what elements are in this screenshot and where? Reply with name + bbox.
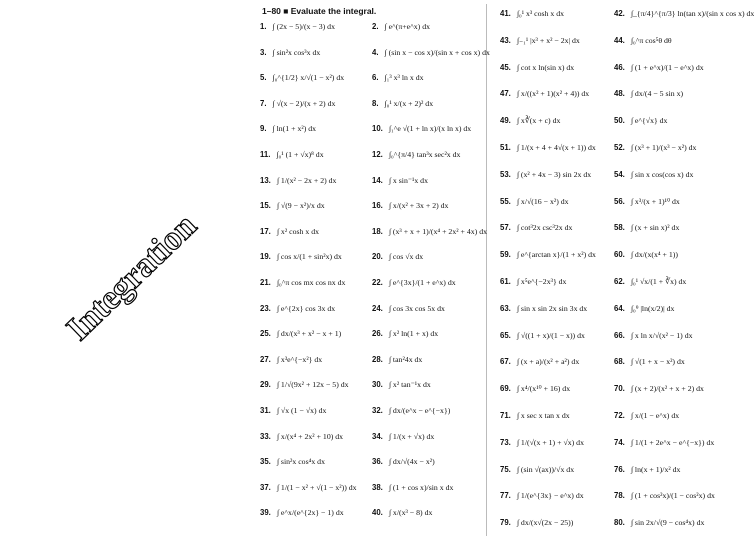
problem-number: 19. [260, 252, 271, 262]
problem-integral: ∫ x/√(16 − x²) dx [516, 196, 569, 206]
problem-integral: ∫₀⁹ |ln(x/2)| dx [630, 303, 675, 313]
problem-integral: ∫ x³e^{−x²} dx [276, 354, 323, 364]
problem-item [500, 304, 587, 313]
problem-number: 38. [372, 482, 383, 492]
problem-number: 48. [614, 89, 625, 99]
problem-integral: ∫ cot³2x csc³2x dx [516, 223, 573, 233]
problem-number: 20. [372, 252, 383, 262]
problem-item [260, 99, 335, 108]
problem-number: 23. [260, 303, 271, 313]
problem-item [500, 357, 579, 366]
problem-integral: ∫ 1/(e^{3x} − e^x) dx [516, 491, 584, 501]
problem-number: 14. [372, 175, 383, 185]
problem-item [372, 73, 424, 82]
problem-number: 26. [372, 329, 383, 339]
problem-integral: ∫ √(9 − x²)/x dx [276, 201, 325, 211]
problem-integral: ∫ x² tan⁻¹x dx [388, 380, 431, 390]
problem-number: 15. [260, 201, 271, 211]
problem-item [372, 227, 487, 236]
problem-number: 29. [260, 380, 271, 390]
problem-integral: ∫ 1/(x + 4 + 4√(x + 1)) dx [516, 143, 596, 152]
problem-number: 73. [500, 437, 511, 447]
problem-number: 41. [500, 9, 511, 18]
problem-item [614, 250, 678, 259]
problem-integral: ∫ x/(x⁴ + 2x² + 10) dx [276, 431, 344, 441]
problem-number: 5. [260, 73, 267, 83]
problem-item [500, 411, 570, 420]
problem-item [260, 227, 319, 236]
problem-item [260, 48, 320, 57]
problem-integral: ∫ dx/(x(x⁴ + 1)) [630, 250, 678, 260]
problem-item [372, 99, 433, 108]
problem-item [614, 304, 674, 313]
problem-item [372, 176, 428, 185]
problem-item [500, 143, 596, 152]
problem-item [500, 384, 570, 393]
problem-number: 4. [372, 47, 379, 57]
problem-integral: ∫ sin x sin 2x sin 3x dx [516, 303, 588, 313]
problem-item [614, 170, 693, 179]
problem-integral: ∫ (x³ + x + 1)/(x⁴ + 2x² + 4x) dx [388, 226, 487, 236]
problem-integral: ∫ √((1 + x)/(1 − x)) dx [516, 330, 585, 340]
title-text: Integration [59, 206, 204, 348]
problem-item [500, 250, 596, 259]
problem-integral: ∫ 1/(√(x + 1) + √x) dx [516, 437, 584, 447]
problem-number: 3. [260, 47, 267, 57]
problem-integral: ∫ (1 + e^x)/(1 − e^x) dx [630, 62, 704, 72]
problem-integral: ∫₀¹ (1 + √x)⁸ dx [276, 150, 324, 159]
problem-item [260, 457, 325, 466]
problem-integral: ∫ sin x cos(cos x) dx [630, 169, 694, 179]
problem-item [372, 252, 423, 261]
problem-number: 58. [614, 223, 625, 233]
problem-number: 50. [614, 116, 625, 126]
problem-integral: ∫ x² ln(1 + x) dx [388, 329, 439, 339]
problem-integral: ∫ cos 3x cos 5x dx [388, 303, 445, 313]
problem-item [372, 22, 430, 31]
problem-integral: ∫ √(x − 2)/(x + 2) dx [272, 98, 336, 108]
problem-item [260, 278, 345, 287]
problem-item [260, 329, 341, 338]
problem-item [260, 380, 349, 389]
problem-integral: ∫₁³ x³ ln x dx [384, 73, 424, 83]
problem-number: 56. [614, 196, 625, 206]
problem-integral: ∫ dx/(e^x − e^{−x}) [388, 406, 451, 415]
problem-number: 35. [260, 457, 271, 467]
problem-item [260, 150, 324, 159]
problem-item [500, 89, 589, 98]
problem-item [614, 197, 680, 206]
problem-item [372, 304, 445, 313]
problem-integral: ∫₀¹ x³ cosh x dx [516, 9, 565, 18]
problem-integral: ∫ x/((x² + 1)(x² + 4)) dx [516, 89, 590, 99]
problem-integral: ∫ tan²4x dx [388, 354, 423, 364]
problem-integral: ∫ sin²x cos⁴x dx [276, 457, 325, 467]
problem-integral: ∫ cos x/(1 + sin²x) dx [276, 252, 342, 262]
problem-item [500, 518, 573, 527]
problem-number: 67. [500, 357, 511, 367]
problem-integral: ∫ dx/(x³ + x² − x + 1) [276, 329, 342, 339]
problem-number: 37. [260, 482, 271, 492]
problem-number: 39. [260, 508, 271, 518]
problem-item [260, 406, 326, 415]
problem-item [614, 438, 714, 447]
problem-integral: ∫ 1/(x + √x) dx [388, 431, 435, 441]
problem-item [614, 116, 667, 125]
problem-integral: ∫ (sin x − cos x)/(sin x + cos x) dx [384, 47, 490, 57]
problem-item [372, 278, 456, 287]
problem-item [614, 491, 715, 500]
problem-integral: ∫₀^π cos⁵θ dθ [630, 35, 672, 45]
problem-integral: ∫₀¹ x/(x + 2)² dx [384, 98, 434, 108]
problem-number: 72. [614, 411, 625, 420]
problem-integral: ∫ ln(1 + x²) dx [272, 124, 317, 134]
problem-item [260, 355, 322, 364]
problem-number: 49. [500, 116, 511, 126]
problem-integral: ∫ e^(π+e^x) dx [384, 22, 431, 31]
problem-item [614, 357, 685, 366]
problem-integral: ∫ x⁵e^{−2x³} dx [516, 277, 567, 286]
problem-integral: ∫ e^{2x} cos 3x dx [276, 303, 336, 313]
problem-item [260, 508, 344, 517]
problem-item [614, 465, 680, 474]
problem-item [260, 252, 342, 261]
problem-number: 45. [500, 62, 511, 72]
problem-number: 30. [372, 380, 383, 390]
problem-integral: ∫ √(1 + x − x²) dx [630, 357, 685, 367]
problem-number: 32. [372, 406, 383, 415]
problem-integral: ∫ e^{arctan x}/(1 + x²) dx [516, 250, 596, 260]
problem-item [260, 73, 344, 82]
problem-integral: ∫ 1/√(9x² + 12x − 5) dx [276, 380, 349, 390]
problem-number: 42. [614, 9, 625, 18]
problem-item [260, 304, 335, 313]
problem-item [614, 331, 693, 340]
problem-number: 79. [500, 518, 511, 528]
problem-integral: ∫ (1 + cos²x)/(1 − cos²x) dx [630, 491, 715, 501]
problem-number: 70. [614, 384, 625, 394]
problem-integral: ∫ e^{3x}/(1 + e^x) dx [388, 278, 456, 287]
problem-item [372, 48, 490, 57]
problem-number: 57. [500, 223, 511, 233]
problem-number: 68. [614, 357, 625, 367]
problem-item [500, 170, 591, 179]
problem-number: 52. [614, 143, 625, 152]
problem-number: 22. [372, 278, 383, 287]
problem-item [614, 411, 679, 420]
problem-integral: ∫₋₁¹ |x³ + x² − 2x| dx [516, 35, 580, 45]
problem-number: 61. [500, 277, 511, 286]
exercise-header: 1–80 ■ Evaluate the integral. [262, 6, 377, 16]
problem-item [500, 36, 580, 45]
problem-integral: ∫ x∛(x + c) dx [516, 116, 561, 126]
problem-number: 64. [614, 303, 625, 313]
problem-integral: ∫ x³/(x + 1)¹⁰ dx [630, 196, 680, 206]
problem-number: 76. [614, 464, 625, 474]
problem-integral: ∫ (x² + 4x − 3) sin 2x dx [516, 169, 592, 179]
problem-number: 80. [614, 518, 625, 528]
problem-integral: ∫ x/(x³ − 8) dx [388, 508, 433, 518]
problem-integral: ∫ x sin⁻¹x dx [388, 175, 428, 185]
problem-number: 18. [372, 226, 383, 236]
problem-item [500, 277, 566, 286]
problem-number: 46. [614, 62, 625, 72]
column-divider [486, 4, 487, 536]
problem-number: 47. [500, 89, 511, 99]
problem-item [260, 432, 343, 441]
problem-integral: ∫ √x (1 − √x) dx [276, 406, 327, 415]
problem-item [614, 143, 696, 152]
problem-item [372, 457, 435, 466]
problem-integral: ∫ (1 + cos x)/sin x dx [388, 482, 454, 492]
problem-integral: ∫ dx/√(4x − x²) [388, 457, 435, 467]
problem-number: 55. [500, 196, 511, 206]
problem-item [500, 63, 574, 72]
problem-item [372, 124, 471, 133]
problem-integral: ∫ 1/(x² − 2x + 2) dx [276, 175, 337, 185]
problem-integral: ∫ (2x − 5)/(x − 3) dx [272, 22, 335, 31]
problem-item [372, 380, 431, 389]
problem-item [500, 223, 572, 232]
problem-number: 6. [372, 73, 379, 83]
problem-number: 24. [372, 303, 383, 313]
problem-number: 34. [372, 431, 383, 441]
problem-integral: ∫ (x + a)/(x² + a²) dx [516, 357, 580, 367]
problem-number: 28. [372, 354, 383, 364]
problem-item [372, 406, 450, 415]
problem-item [372, 508, 432, 517]
problem-number: 11. [260, 150, 271, 159]
problem-number: 25. [260, 329, 271, 339]
problem-integral: ∫₀^{π/4} tan³x sec²x dx [388, 150, 461, 159]
problem-number: 8. [372, 98, 379, 108]
problem-item [500, 465, 574, 474]
problem-number: 66. [614, 330, 625, 340]
problem-integral: ∫ (sin √(ax))/√x dx [516, 464, 575, 474]
problem-integral: ∫ sin²x cos³x dx [272, 47, 321, 57]
problem-item [500, 9, 564, 18]
problem-number: 31. [260, 406, 271, 415]
problem-integral: ∫ (x + sin x)² dx [630, 223, 680, 233]
problem-integral: ∫_{π/4}^{π/3} ln(tan x)/(sin x cos x) dx [630, 9, 754, 18]
problem-number: 77. [500, 491, 511, 501]
problem-integral: ∫ x ln x/√(x² − 1) dx [630, 330, 693, 340]
problem-integral: ∫₁^e √(1 + ln x)/(x ln x) dx [388, 124, 472, 134]
problem-item [260, 22, 335, 31]
problem-item [372, 355, 422, 364]
problem-integral: ∫ x⁴/(x¹⁰ + 16) dx [516, 384, 571, 394]
problem-number: 44. [614, 35, 625, 45]
problem-item [260, 483, 357, 492]
problem-number: 54. [614, 169, 625, 179]
problem-integral: ∫₀^π cos mx cos nx dx [276, 278, 346, 287]
problem-number: 63. [500, 303, 511, 313]
problem-item [614, 9, 754, 18]
problem-item [614, 518, 704, 527]
problem-number: 17. [260, 226, 271, 236]
problem-integral: ∫ (x³ + 1)/(x³ − x²) dx [630, 143, 697, 152]
problem-item [614, 223, 679, 232]
problem-number: 12. [372, 150, 383, 159]
problem-number: 16. [372, 201, 383, 211]
problem-item [614, 63, 704, 72]
problem-item [500, 438, 584, 447]
problem-integral: ∫ 1/(1 − x² + √(1 − x²)) dx [276, 482, 357, 492]
problem-item [614, 89, 683, 98]
problem-number: 69. [500, 384, 511, 394]
problem-integral: ∫ x/(1 − e^x) dx [630, 411, 680, 420]
problem-item [372, 201, 448, 210]
problem-item [260, 201, 325, 210]
problem-number: 9. [260, 124, 267, 134]
problem-number: 10. [372, 124, 383, 134]
problem-number: 60. [614, 250, 625, 260]
problem-integral: ∫ e^x/(e^{2x} − 1) dx [276, 508, 344, 518]
problem-integral: ∫ dx/(4 − 5 sin x) [630, 89, 684, 99]
problem-number: 21. [260, 278, 271, 287]
problem-integral: ∫ cot x ln(sin x) dx [516, 62, 575, 72]
problem-number: 65. [500, 330, 511, 340]
problem-item [500, 331, 585, 340]
problem-integral: ∫ e^{√x} dx [630, 116, 668, 126]
problem-integral: ∫ sin 2x/√(9 − cos⁴x) dx [630, 518, 705, 528]
problem-number: 78. [614, 491, 625, 501]
problem-item [372, 483, 453, 492]
problem-item [372, 329, 438, 338]
problem-integral: ∫ dx/(x√(2x − 25)) [516, 518, 574, 528]
problem-integral: ∫ ln(x + 1)/x² dx [630, 464, 681, 474]
problem-number: 43. [500, 35, 511, 45]
integration-title [59, 196, 234, 348]
problem-integral: ∫ x sec x tan x dx [516, 411, 570, 420]
problem-item [614, 277, 686, 286]
problem-integral: ∫ (x + 2)/(x² + x + 2) dx [630, 384, 704, 394]
problem-integral: ∫₀¹ √x/(1 + ∛x) dx [630, 277, 687, 286]
problem-number: 74. [614, 437, 625, 447]
problem-number: 33. [260, 431, 271, 441]
problem-item [500, 197, 569, 206]
problem-number: 75. [500, 464, 511, 474]
problem-integral: ∫ cos √x dx [388, 252, 424, 262]
problem-number: 1. [260, 22, 267, 31]
problem-item [614, 384, 704, 393]
problem-integral: ∫ 1/(1 + 2e^x − e^{−x}) dx [630, 437, 715, 447]
problem-number: 7. [260, 98, 267, 108]
problem-number: 62. [614, 277, 625, 286]
problem-item [372, 432, 434, 441]
problem-number: 2. [372, 22, 379, 31]
problem-number: 13. [260, 175, 271, 185]
problem-integral: ∫₀^{1/2} x/√(1 − x²) dx [272, 73, 345, 83]
problem-item [372, 150, 460, 159]
problem-integral: ∫ x/(x² + 3x + 2) dx [388, 201, 449, 211]
problem-item [260, 176, 336, 185]
problem-item [614, 36, 672, 45]
problem-number: 53. [500, 169, 511, 179]
problem-number: 71. [500, 411, 511, 420]
problem-sheet [248, 0, 754, 540]
problem-integral: ∫ x² cosh x dx [276, 226, 319, 236]
problem-number: 40. [372, 508, 383, 518]
problem-number: 59. [500, 250, 511, 260]
problem-item [500, 116, 560, 125]
problem-item [500, 491, 584, 500]
problem-item [260, 124, 316, 133]
problem-number: 36. [372, 457, 383, 467]
problem-number: 27. [260, 354, 271, 364]
problem-number: 51. [500, 143, 511, 152]
